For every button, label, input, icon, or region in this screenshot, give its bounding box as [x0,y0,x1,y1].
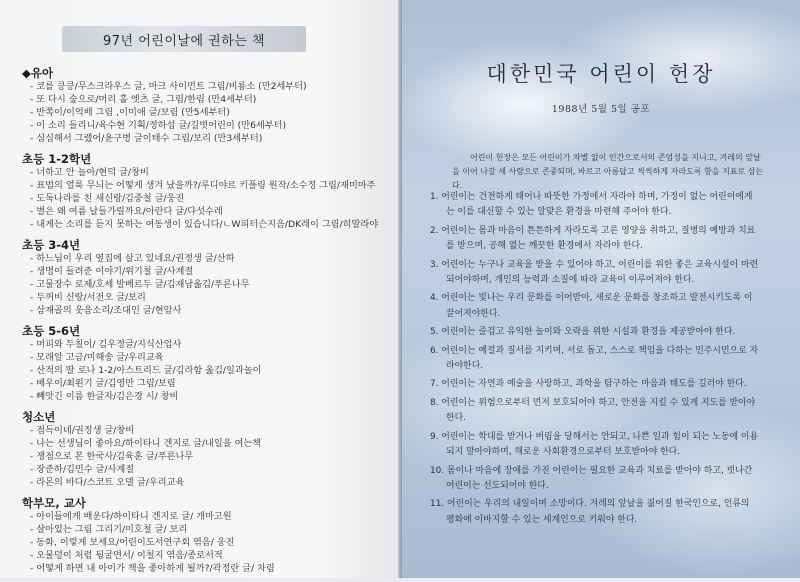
section-heading: 초등 5-6년 [22,324,81,338]
book-item: - 빼앗긴 이름 한글자/김은경 시/ 창비 [30,391,179,402]
book-section [22,496,392,575]
book-item: - 내게는 소리를 듣지 못하는 여동생이 있습니다/ㄴW피터슨지음/DK레이 그림/히말라야 [30,219,379,230]
book-item: - 아이들에게 배운다/하이타니 겐지로 글/ 개마고원 [30,511,232,522]
title-banner [62,26,306,52]
section-heading: 청소년 [22,410,56,424]
book-item: - 동화, 이렇게 보세요/어린이도서연구회 엮음/ 웅진 [30,537,235,548]
book-section [22,152,392,231]
left-page [0,0,398,578]
book-item: - 살아있는 그림 그리기/이호철 글/ 보리 [30,524,188,535]
book-item: - 장준하/김민수 글/사계절 [30,464,135,475]
page-title: 97년 어린이날에 권하는 책 [102,34,266,49]
book-item: - 두꺼비 신랑/서전오 글/보리 [30,292,146,303]
charter-article: 3. 어린이는 누구나 교육을 받을 수 있어야 하고, 어린이를 위한 좋은 교육시설이 마련되어야하며, 개인의 능력과 소질에 따라 교육이 이루어져야 한다. [430,259,759,286]
right-page [402,0,800,578]
book-item: - 어떻게 하면 내 아이가 책을 좋아하게 될까?/곽정란 글/ 차림 [30,563,275,574]
charter-article: 10. 몸이나 마음에 장애를 가진 어린이는 필요한 교육과 치료를 받아야 하고, 빗나간 어린이는 선도되어야 한다. [430,465,753,491]
book-item: - 별은 왜 여름 날들가릴까요/아란다 글/다섯수레 [30,206,223,217]
book-item: - 고물장수 로제/호세 발베르두 글/김재남옮김/푸른나무 [30,279,250,290]
book-item: - 하느님이 우리 옆집에 살고 있네요/권정생 글/산하 [30,253,235,264]
book-item: - 모래알 고금/미해송 글/우리교육 [30,352,164,363]
book-item: - 또 다시 숲으로/머리 홀 엣츠 글, 그림/한림 (만4세부터) [30,94,257,105]
charter-article: 11. 어린이는 우리의 내일이며 소망이다. 겨레의 앞날을 짊어질 한국인으로, 인류의 평화에 이바지할 수 있는 세계인으로 키워야 한다. [430,499,750,525]
book-item: - 삼재골의 웃음소리/조대인 글/현암사 [30,305,182,316]
book-item: - 생명이 들려준 이야기/위기철 글/사계절 [30,266,194,277]
book-item: - 이 소리 들리니/육수현 기획/정하섭 글/길벗어린이 (만6세부터) [30,120,287,131]
book-item: - 산적의 딸 로나 1-2/아스트리드 글/김라함 옮김/일과놀이 [30,365,262,376]
charter-articles [430,190,760,531]
book-item: - 라몬의 바다/스코트 오델 글/우리교육 [30,477,185,488]
book-item: - 심심해서 그랬어/윤구병 글이태수 그림/보리 (만3세부터) [30,133,263,144]
book-item: - 표범의 얼룩 무늬는 어떻게 생겨 났을까?/루디야르 키플링 원작/소수정 그림/재미마주 [30,180,376,191]
charter-preamble: 어린이 헌장은 모든 어린이가 차별 없이 인간으로서의 존엄성을 지니고, 겨레의 앞날을 이어 나갈 새 사람으로 존중되며, 바르고 아름답고 씩씩하게 자라도록 함을 지표로 삼는다. [452,153,764,190]
book-section [22,238,392,317]
charter-article: 1. 어린이는 건전하게 태어나 따뜻한 가정에서 자라야 하며, 가정이 없는 어린이에게는 이를 대신할 수 있는 알맞은 환경을 마련해 주어야 한다. [430,192,753,218]
charter-article: 5. 어린이는 즐겁고 유익한 놀이와 오락을 위한 시설과 환경을 제공받아야 한다. [430,327,736,338]
book-item: - 배우이/최왼기 글/김영만 그림/보림 [30,378,176,389]
charter-article: 7. 어린이는 자연과 예술을 사랑하고, 과학을 탐구하는 마음과 태도를 길러야 한다. [430,379,747,390]
section-heading: ◆유아 [22,66,54,80]
section-heading: 학부모, 교사 [22,496,86,510]
book-item: - 반쪽이/이억배 그림 ,이미애 글/보림 (만5세부터) [30,107,230,118]
charter-article: 4. 어린이는 빛나는 우리 문화를 이어받아, 새로운 문화를 창조하고 발전시키도록 이끌어져야한다. [430,293,753,319]
book-item: - 나는 선생님이 좋아요/하이타니 겐지로 글/내일을 여는책 [30,438,262,449]
charter-title: 대한민국 어린이 헌장 [486,62,716,86]
book-section [22,410,392,489]
charter-date: 1988년 5월 5일 공포 [551,104,651,115]
charter-article: 2. 어린이는 몸과 마음이 튼튼하게 자라도록 고른 영양을 취하고, 질병의 예방과 치료를 받으며, 공해 없는 깨끗한 환경에서 자라야 한다. [430,225,756,252]
charter-article: 6. 어린이는 예절과 질서를 지키며, 서로 돕고, 스스로 책임을 다하는 민주시민으로 자라야한다. [430,345,759,372]
book-item: - 오물덩이 처럼 뒹굴면서/ 이철지 엮음/종로서적 [30,550,223,561]
book-item: - 도둑나라를 친 새신랑/김중철 글/웅진 [30,193,185,204]
book-item: - 코를 킁킁/무스크라우스 글, 마크 사이먼트 그림/비룡소 (만2세부터) [30,81,307,92]
book-item: - 너하고 안 놀아/현덕 글/창비 [30,167,149,178]
section-heading: 초등 3-4년 [22,238,81,252]
book-item: - 점득이네/권정생 글/창비 [30,425,135,436]
book-section [22,66,392,145]
section-heading: 초등 1-2학년 [22,152,92,166]
charter-article: 8. 어린이는 위험으로부터 먼저 보호되어야 하고, 안전을 지킬 수 있게 지도를 받아야 한다. [430,397,756,424]
book-item: - 머피와 두칠이/ 김우정글/지식산업사 [30,339,182,350]
book-section [22,324,392,403]
book-list [22,66,392,582]
charter-article: 9. 어린이는 학대를 받거나 버림을 당해서는 안되고, 나쁜 일과 힘이 되는 노동에 이용되지 말아야하며, 해로운 사회환경으로부터 보호받아야 한다. [430,431,759,458]
book-item: - 쟁점으로 본 한국사/김육훈 글/푸른나무 [30,451,194,462]
